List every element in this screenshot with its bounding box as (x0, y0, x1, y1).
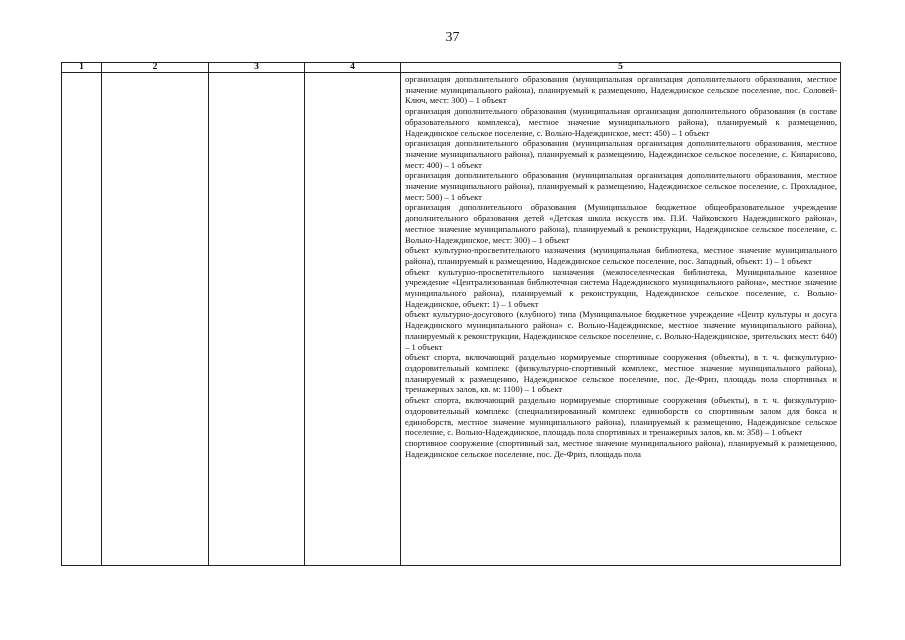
table-cell-col4 (305, 73, 401, 566)
list-item: объект культурно-досугового (клубного) типа (Муниципальное бюджетное учреждение «Центр культуры и досуга Надеждинского муниципального района» с. Вольно-Надеждинское, местное значение муниципального района), планируемый к реконструкции, Надеждинское сельское поселение, с. Вольно-Надеждинское, зрительских мест: 640) – 1 объект (405, 309, 837, 352)
list-item: спортивное сооружение (спортивный зал, местное значение муниципального района), планируемый к размещению, Надеждинское сельское поселение, пос. Де-Фриз, площадь пола (405, 437, 837, 459)
list-item: объект спорта, включающий раздельно нормируемые спортивные сооружения (объекты), в т. ч. физкультурно-оздоровительный комплекс (специализированный комплекс единоборств со спортивным залом для бокса и единоборств, местное значение муниципального района), планируемый к размещению, Надеждинское сельское поселение, с. Вольно-Надеждинское, площадь пола спортивных и тренажерных залов, кв. м: 358) – 1 объект (405, 395, 837, 438)
list-item: организация дополнительного образования (Муниципальное бюджетное общеобразовательное учреждение дополнительного образования детей «Детская школа искусств им. П.И. Чайковского Надеждинского района», местное значение муниципального района), планируемый к реконструкции, Надеждинское сельское поселение, с. Вольно-Надеждинское, мест: 300) – 1 объект (405, 202, 837, 245)
column-header-1: 1 (62, 63, 102, 73)
table-cell-col5 (401, 73, 841, 566)
list-item: организация дополнительного образования (муниципальная организация дополнительного образования, местное значение муниципального района), планируемый к размещению, Надеждинское сельское поселение, пос. Соловей-Ключ, мест: 300) – 1 объект (405, 74, 837, 106)
list-item: организация дополнительного образования (муниципальная организация дополнительного образования (в составе образовательного комплекса), местное значение муниципального района), планируемый к размещению, Надеждинское сельское поселение, с. Вольно-Надеждинское, мест: 450) – 1 объект (405, 106, 837, 138)
content-table (61, 62, 841, 566)
entry-list (401, 73, 840, 459)
list-item: объект культурно-просветительного назначения (межпоселенческая библиотека, Муниципальное казенное учреждение «Централизованная библиотечная система Надеждинского муниципального района», местное значение муниципального района), планируемый к реконструкции, Надеждинское сельское поселение, с. Вольно-Надеждинское, объект: 1) – 1 объект (405, 266, 837, 309)
column-header-2: 2 (102, 63, 209, 73)
page-number: 37 (445, 30, 460, 45)
column-header-3: 3 (209, 63, 305, 73)
table-row (62, 73, 841, 566)
list-item: объект спорта, включающий раздельно нормируемые спортивные сооружения (объекты), в т. ч. физкультурно-оздоровительный комплекс (физкультурно-спортивный комплекс, местное значение муниципального района), планируемый к размещению, Надеждинское сельское поселение, пос. Де-Фриз, площадь пола спортивных и тренажерных залов, кв. м: 1100) – 1 объект (405, 352, 837, 395)
column-number-row (62, 63, 841, 73)
table-cell-col3 (209, 73, 305, 566)
table-cell-col1 (62, 73, 102, 566)
list-item: организация дополнительного образования (муниципальная организация дополнительного образования, местное значение муниципального района), планируемый к размещению, Надеждинское сельское поселение, с. Кипарисово, мест: 400) – 1 объект (405, 138, 837, 170)
list-item: организация дополнительного образования (муниципальная организация дополнительного образования, местное значение муниципального района), планируемый к размещению, Надеждинское сельское поселение, с. Прохладное, мест: 500) – 1 объект (405, 170, 837, 202)
table-cell-col2 (102, 73, 209, 566)
column-header-5: 5 (401, 63, 841, 73)
column-header-4: 4 (305, 63, 401, 73)
list-item: объект культурно-просветительного назначения (муниципальная библиотека, местное значение муниципального района), планируемый к размещению, Надеждинское сельское поселение, пос. Западный, объект: 1) – 1 объект (405, 245, 837, 266)
